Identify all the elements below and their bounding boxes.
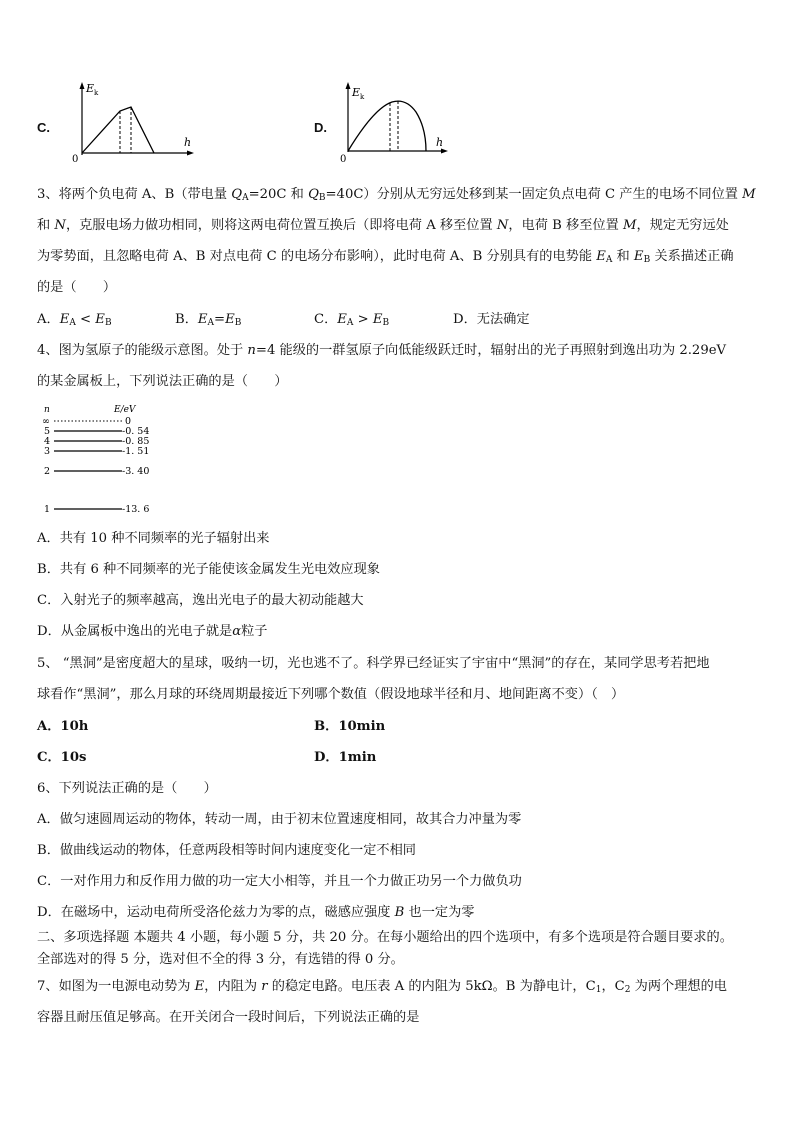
svg-text:k: k	[360, 93, 365, 101]
q4-option-d: D．从金属板中逸出的光电子就是α粒子	[37, 624, 268, 639]
q3-line-3: 为零势面，且忽略电荷 A、B 对点电荷 C 的电场分布影响），此时电荷 A、B 分别具有的电势能 $E_A$ 和 $E_B$ 关系描述正确	[37, 249, 734, 265]
level-n-inf: ∞	[42, 416, 50, 427]
svg-text:h: h	[436, 136, 444, 149]
level-e-2: -3. 40	[122, 466, 150, 477]
level-n-1: 1	[44, 504, 51, 515]
q7-line-1: 7、如图为一电源电动势为 E，内阻为 r 的稳定电路。电压表 A 的内阻为 5kΩ。B 为静电计，$C_1$，$C_2$ 为两个理想的电	[37, 979, 727, 995]
level-e-5: -0. 54	[122, 426, 150, 437]
svg-text:0: 0	[340, 154, 347, 165]
q5-option-c: C．10s	[37, 750, 87, 765]
diagram-n-label: n	[44, 405, 50, 415]
q3-option-c: C．$E_A > E_B$	[314, 312, 390, 328]
q3-line-2: 和 N，克服电场力做功相同，则将这两电荷位置互换后（即将电荷 A 移至位置 N，电荷 B 移至位置 M，规定无穷远处	[37, 218, 729, 233]
level-n-2: 2	[44, 466, 51, 477]
q6-option-a: A．做匀速圆周运动的物体，转动一周，由于初末位置速度相同，故其合力冲量为零	[37, 812, 522, 827]
q4-option-a: A．共有 10 种不同频率的光子辐射出来	[37, 531, 270, 546]
level-e-1: -13. 6	[122, 504, 150, 515]
option-c-label: C.	[37, 120, 50, 135]
diagram-e-label: E/eV	[114, 405, 136, 415]
level-e-inf: 0	[125, 416, 132, 427]
level-e-3: -1. 51	[122, 446, 150, 457]
level-n-4: 4	[44, 436, 51, 447]
section-2-heading-1: 二、多项选择题 本题共 4 小题，每小题 5 分，共 20 分。在每小题给出的四个选项中，有多个选项是符合题目要求的。	[37, 930, 733, 945]
section-2-heading-2: 全部选对的得 5 分，选对但不全的得 3 分，有选错的得 0 分。	[37, 952, 404, 967]
q6-option-d: D．在磁场中，运动电荷所受洛伦兹力为零的点，磁感应强度 B 也一定为零	[37, 905, 475, 920]
graph-d	[334, 80, 454, 165]
level-n-3: 3	[44, 446, 51, 457]
level-n-5: 5	[44, 426, 51, 437]
q7-line-2: 容器且耐压值足够高。在开关闭合一段时间后，下列说法正确的是	[37, 1010, 420, 1025]
q6-option-c: C．一对作用力和反作用力做的功一定大小相等，并且一个力做正功另一个力做负功	[37, 874, 522, 889]
q5-option-d: D．1min	[314, 750, 377, 765]
q4-option-c: C．入射光子的频率越高，逸出光电子的最大初动能越大	[37, 593, 364, 608]
svg-text:h: h	[184, 136, 192, 149]
q3-option-d: D．无法确定	[453, 312, 530, 327]
q4-option-b: B．共有 6 种不同频率的光子能使该金属发生光电效应现象	[37, 562, 380, 577]
graph-c	[68, 80, 198, 162]
q5-option-b: B．10min	[314, 719, 386, 734]
svg-text:E: E	[352, 86, 361, 99]
option-d-label: D.	[314, 120, 327, 135]
axis-y-label: E	[86, 82, 95, 95]
q3-option-b: B．$E_A=E_B$	[175, 312, 242, 328]
q5-line-2: 球看作“黑洞”，那么月球的环绕周期最接近下列哪个数值（假设地球半径和月、地间距离不变）（ ）	[37, 687, 625, 702]
q6-option-b: B．做曲线运动的物体，任意两段相等时间内速度变化一定不相同	[37, 843, 416, 858]
q4-line-2: 的某金属板上，下列说法正确的是（ ）	[37, 374, 288, 389]
q6-line-1: 6、下列说法正确的是（ ）	[37, 781, 217, 796]
q3-line-1: 3、将两个负电荷 A、B（带电量 $Q_A=20C$ 和 $Q_B=40C$）分别从无穷远处移到某一固定负点电荷 C 产生的电场不同位置 M	[37, 187, 756, 203]
svg-text:k: k	[94, 89, 99, 97]
q5-line-1: 5、 “黑洞”是密度超大的星球，吸纳一切，光也逃不了。科学界已经证实了宇宙中“黑洞”的存在，某同学思考若把地	[37, 656, 710, 671]
energy-level-diagram	[40, 402, 180, 517]
q3-option-a: A．$E_A < E_B$	[37, 312, 112, 328]
level-e-4: -0. 85	[122, 436, 150, 447]
q3-line-4: 的是（ ）	[37, 280, 117, 295]
svg-text:0: 0	[72, 154, 79, 162]
q4-line-1: 4、图为氢原子的能级示意图。处于 n=4 能级的一群氢原子向低能级跃迁时，辐射出的光子再照射到逸出功为 2.29eV	[37, 343, 727, 358]
q5-option-a: A．10h	[37, 719, 89, 734]
